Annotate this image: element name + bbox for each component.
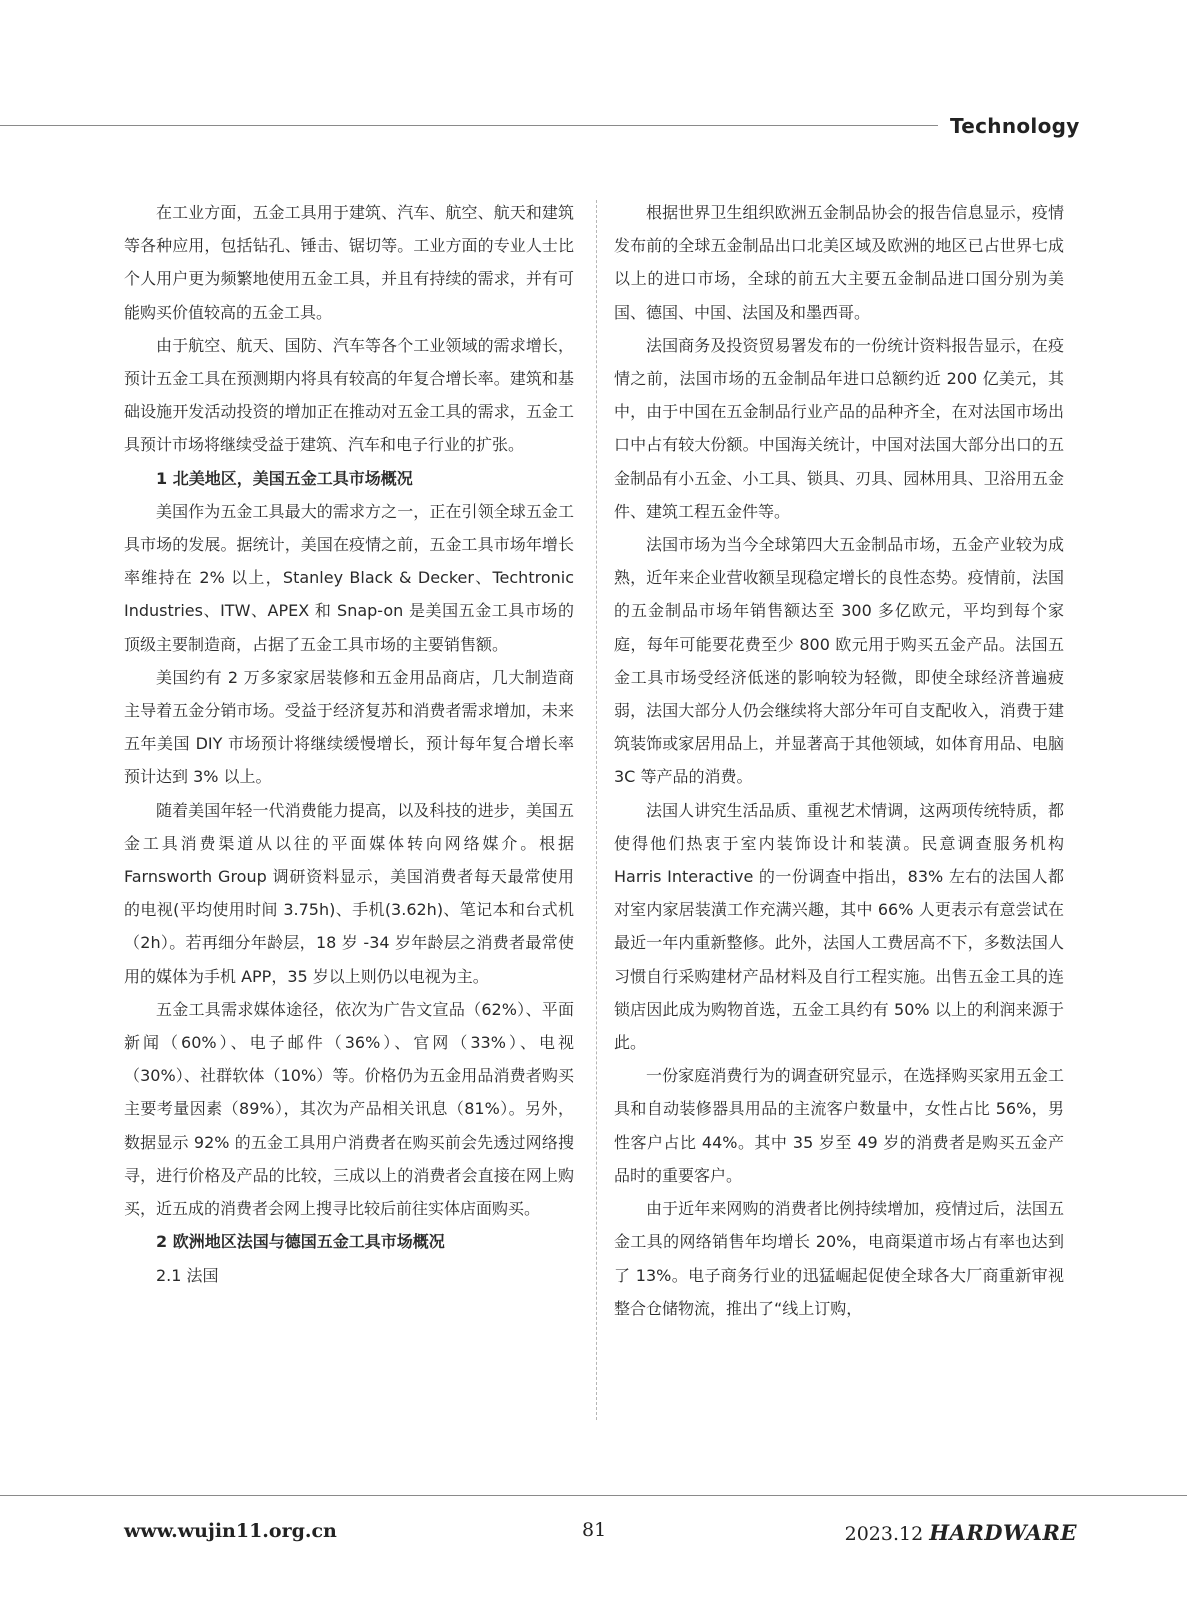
section-label: Technology (950, 114, 1080, 138)
paragraph: 法国人讲究生活品质、重视艺术情调，这两项传统特质，都使得他们热衷于室内装饰设计和装潢。民意调查服务机构 Harris Interactive 的一份调查中指出，83% 左右的法国人都对室内家居装潢工作充满兴趣，其中 66% 人更表示有意尝试在最近一年内重新整修。此外，法国人工费居高不下，多数法国人习惯自行采购建材产品材料及自行工程实施。出售五金工具的连锁店因此成为购物首选，五金工具约有 50% 以上的利润来源于此。 (614, 800, 1064, 1053)
left-column (124, 196, 574, 1292)
column-divider (596, 200, 597, 1420)
paragraph: 法国商务及投资贸易署发布的一份统计资料报告显示，在疫情之前，法国市场的五金制品年进口总额约近 200 亿美元，其中，由于中国在五金制品行业产品的品种齐全，在对法国市场出口中占有较大份额。中国海关统计，中国对法国大部分出口的五金制品有小五金、小工具、锁具、刃具、园林用具、卫浴用五金件、建筑工程五金件等。 (614, 335, 1064, 521)
right-column (614, 196, 1064, 1325)
paragraph: 一份家庭消费行为的调查研究显示，在选择购买家用五金工具和自动装修器具用品的主流客户数量中，女性占比 56%，男性客户占比 44%。其中 35 岁至 49 岁的消费者是购买五金产品时的重要客户。 (614, 1066, 1064, 1185)
paragraph: 2.1 法国 (156, 1265, 219, 1285)
paragraph: 在工业方面，五金工具用于建筑、汽车、航空、航天和建筑等各种应用，包括钻孔、锤击、锯切等。工业方面的专业人士比个人用户更为频繁地使用五金工具，并且有持续的需求，并有可能购买价值较高的五金工具。 (124, 203, 574, 322)
footer-rule (0, 1495, 1187, 1496)
paragraph: 由于近年来网购的消费者比例持续增加，疫情过后，法国五金工具的网络销售年均增长 20%，电商渠道市场占有率也达到了 13%。电子商务行业的迅猛崛起促使全球各大厂商重新审视整合仓储物流，推出了“线上订购， (614, 1199, 1064, 1318)
paragraph: 五金工具需求媒体途径，依次为广告文宣品（62%）、平面新闻（60%）、电子邮件（36%）、官网（33%）、电视（30%）、社群软体（10%）等。价格仍为五金用品消费者购买主要考量因素（89%），其次为产品相关讯息（81%）。另外，数据显示 92% 的五金工具用户消费者在购买前会先透过网络搜寻，进行价格及产品的比较，三成以上的消费者会直接在网上购买，近五成的消费者会网上搜寻比较后前往实体店面购买。 (124, 999, 574, 1219)
section-heading: 2 欧洲地区法国与德国五金工具市场概况 (156, 1232, 445, 1252)
footer-website-url: www.wujin11.org.cn (124, 1520, 337, 1542)
issue-date: 2023.12 (844, 1523, 924, 1545)
paragraph: 法国市场为当今全球第四大五金制品市场，五金产业较为成熟，近年来企业营收额呈现稳定增长的良性态势。疫情前，法国的五金制品市场年销售额达至 300 多亿欧元，平均到每个家庭，每年可能要花费至少 800 欧元用于购买五金产品。法国五金工具市场受经济低迷的影响较为轻微，即使全球经济普遍疲弱，法国大部分人仍会继续将大部分年可自支配收入，消费于建筑装饰或家居用品上，并显著高于其他领域，如体育用品、电脑 3C 等产品的消费。 (614, 535, 1064, 787)
paragraph: 随着美国年轻一代消费能力提高，以及科技的进步，美国五金工具消费渠道从以往的平面媒体转向网络媒介。根据 Farnsworth Group 调研资料显示，美国消费者每天最常使用的电视(平均使用时间 3.75h)、手机(3.62h)、笔记本和台式机（2h）。若再细分年龄层，18 岁 -34 岁年龄层之消费者最常使用的媒体为手机 APP，35 岁以上则仍以电视为主。 (124, 800, 574, 986)
paragraph: 由于航空、航天、国防、汽车等各个工业领域的需求增长，预计五金工具在预测期内将具有较高的年复合增长率。建筑和基础设施开发活动投资的增加正在推动对五金工具的需求，五金工具预计市场将继续受益于建筑、汽车和电子行业的扩张。 (124, 335, 574, 455)
paragraph: 美国约有 2 万多家家居装修和五金用品商店，几大制造商主导着五金分销市场。受益于经济复苏和消费者需求增加，未来五年美国 DIY 市场预计将继续缓慢增长，预计每年复合增长率预计达到 3% 以上。 (124, 667, 574, 787)
footer-issue (845, 1520, 1077, 1545)
magazine-name: HARDWARE (929, 1520, 1077, 1545)
header-rule (0, 125, 938, 126)
section-heading: 1 北美地区，美国五金工具市场概况 (156, 468, 413, 488)
paragraph: 根据世界卫生组织欧洲五金制品协会的报告信息显示，疫情发布前的全球五金制品出口北美区域及欧洲的地区已占世界七成以上的进口市场，全球的前五大主要五金制品进口国分别为美国、德国、中国、法国及和墨西哥。 (614, 203, 1064, 322)
page-number: 81 (582, 1519, 607, 1541)
paragraph: 美国作为五金工具最大的需求方之一，正在引领全球五金工具市场的发展。据统计，美国在疫情之前，五金工具市场年增长率维持在 2% 以上，Stanley Black & Decker、Techtronic Industries、ITW、APEX 和 Snap-on 是美国五金工具市场的顶级主要制造商，占据了五金工具市场的主要销售额。 (124, 501, 574, 654)
